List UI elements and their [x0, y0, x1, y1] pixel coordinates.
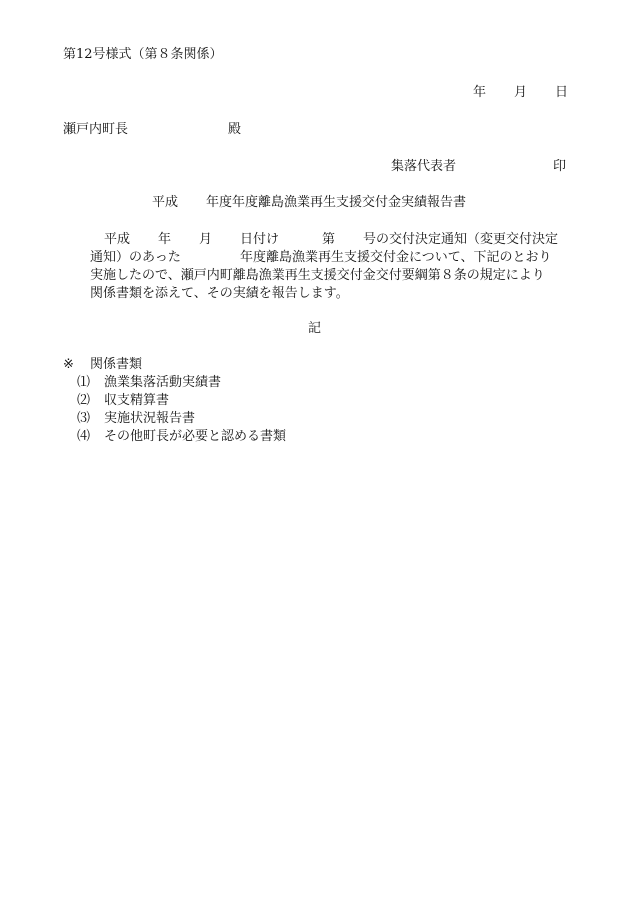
representative-label: 集落代表者 — [391, 159, 457, 174]
addressee-name: 瀬戸内町長 — [63, 122, 129, 137]
list-item-text: 実施状況報告書 — [104, 411, 196, 426]
ki-heading: 記 — [308, 321, 322, 336]
list-item-number: ⑴ — [77, 375, 91, 390]
body-line3: 実施したので、瀬戸内町離島漁業再生支援交付金交付要綱第８条の規定により — [90, 268, 545, 283]
title-text: 年度年度離島漁業再生支援交付金実績報告書 — [206, 195, 467, 210]
documents-heading: 関係書類 — [90, 357, 143, 372]
form-number-label: 第12号様式（第８条関係） — [63, 47, 223, 62]
date-month-label: 月 — [514, 85, 528, 100]
list-item-text: 漁業集落活動実績書 — [104, 375, 222, 390]
list-item-number: ⑶ — [77, 411, 91, 426]
body-line2-b: 年度離島漁業再生支援交付金について、下記のとおり — [240, 250, 552, 265]
date-year-label: 年 — [473, 85, 487, 100]
documents-heading-mark: ※ — [63, 357, 74, 372]
body-line2-a: 通知）のあった — [90, 250, 181, 265]
body-line1-rest: 号の交付決定通知（変更交付決定 — [363, 232, 559, 247]
body-dated: 日付け — [240, 232, 280, 247]
seal-mark: 印 — [553, 159, 567, 174]
addressee-honorific: 殿 — [228, 122, 242, 137]
body-month: 月 — [199, 232, 213, 247]
title-era: 平成 — [152, 195, 179, 210]
list-item-text: その他町長が必要と認める書類 — [104, 429, 287, 444]
date-day-label: 日 — [555, 85, 569, 100]
body-era: 平成 — [104, 232, 131, 247]
list-item-number: ⑵ — [77, 393, 91, 408]
body-line4: 関係書類を添えて、その実績を報告します。 — [90, 286, 349, 301]
list-item-number: ⑷ — [77, 429, 91, 444]
body-number-prefix: 第 — [322, 232, 336, 247]
body-year: 年 — [158, 232, 172, 247]
list-item-text: 収支精算書 — [104, 393, 170, 408]
